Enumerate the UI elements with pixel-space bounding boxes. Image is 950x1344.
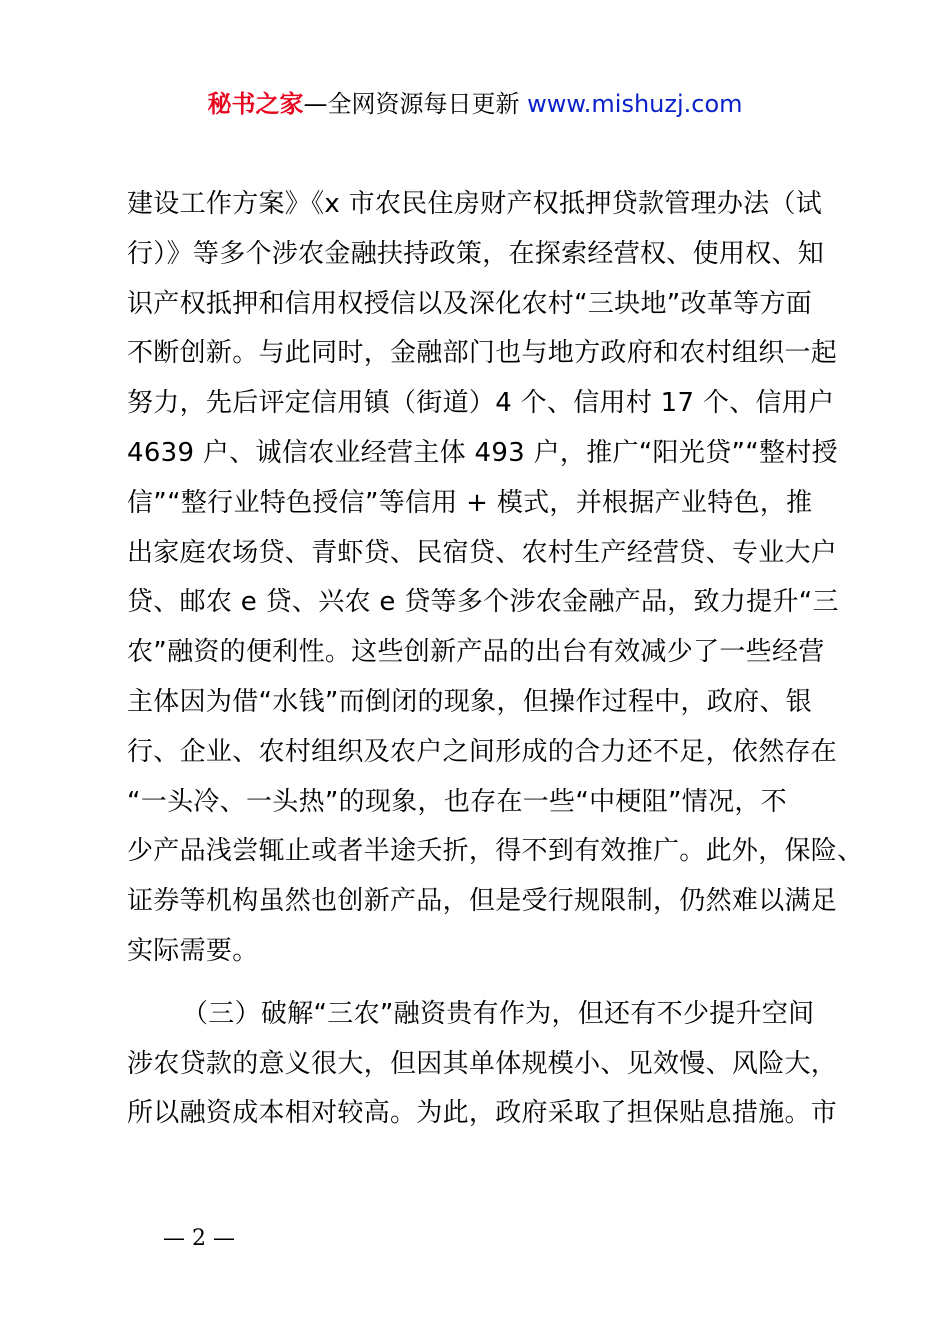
text-line: 证券等机构虽然也创新产品，但是受行规限制，仍然难以满足 [127, 886, 838, 917]
text-line: 农”融资的便利性。这些创新产品的出台有效减少了一些经营 [127, 637, 825, 668]
text-line: 主体因为借“水钱”而倒闭的现象，但操作过程中，政府、银 [127, 686, 813, 717]
page-number: — 2 — [163, 1226, 235, 1251]
text-line: 出家庭农场贷、青虾贷、民宿贷、农村生产经营贷、专业大户 [127, 537, 838, 568]
text-line: 涉农贷款的意义很大，但因其单体规模小、见效慢、风险大， [127, 1048, 838, 1079]
text-line: 识产权抵押和信用权授信以及深化农村“三块地”改革等方面 [127, 288, 813, 319]
text-line: 少产品浅尝辄止或者半途夭折，得不到有效推广。此外，保险、 [127, 836, 864, 867]
text-line: 行、企业、农村组织及农户之间形成的合力还不足，依然存在 [127, 736, 838, 767]
section-heading: （三）破解“三农”融资贵有作为，但还有不少提升空间 [182, 998, 815, 1029]
text-line: 建设工作方案》《x 市农民住房财产权抵押贷款管理办法（试 [127, 189, 823, 219]
paragraph-2 [127, 990, 838, 1139]
site-brand: 秘书之家 [207, 90, 304, 118]
paragraph-spacer [127, 977, 832, 990]
site-tagline: —全网资源每日更新 [303, 90, 528, 118]
text-line: 信”“整行业特色授信”等信用 + 模式，并根据产业特色，推 [127, 487, 813, 518]
text-line: 实际需要。 [127, 935, 259, 966]
text-line: 努力，先后评定信用镇（街道）4 个、信用村 17 个、信用户 [127, 388, 835, 419]
site-header [0, 86, 950, 122]
text-line: 所以融资成本相对较高。为此，政府采取了担保贴息措施。市 [127, 1098, 838, 1129]
document-body [127, 180, 864, 1139]
text-line: “一头冷、一头热”的现象，也存在一些“中梗阻”情况，不 [127, 786, 787, 817]
text-line: 不断创新。与此同时，金融部门也与地方政府和农村组织一起 [127, 338, 838, 369]
site-url-link[interactable]: www.mishuzj.com [527, 90, 743, 118]
text-line: 行）》等多个涉农金融扶持政策，在探索经营权、使用权、知 [127, 238, 825, 269]
text-line: 4639 户、诚信农业经营主体 493 户，推广“阳光贷”“整村授 [127, 437, 838, 468]
text-line: 贷、邮农 e 贷、兴农 e 贷等多个涉农金融产品，致力提升“三 [127, 587, 839, 618]
paragraph-1 [127, 180, 864, 977]
